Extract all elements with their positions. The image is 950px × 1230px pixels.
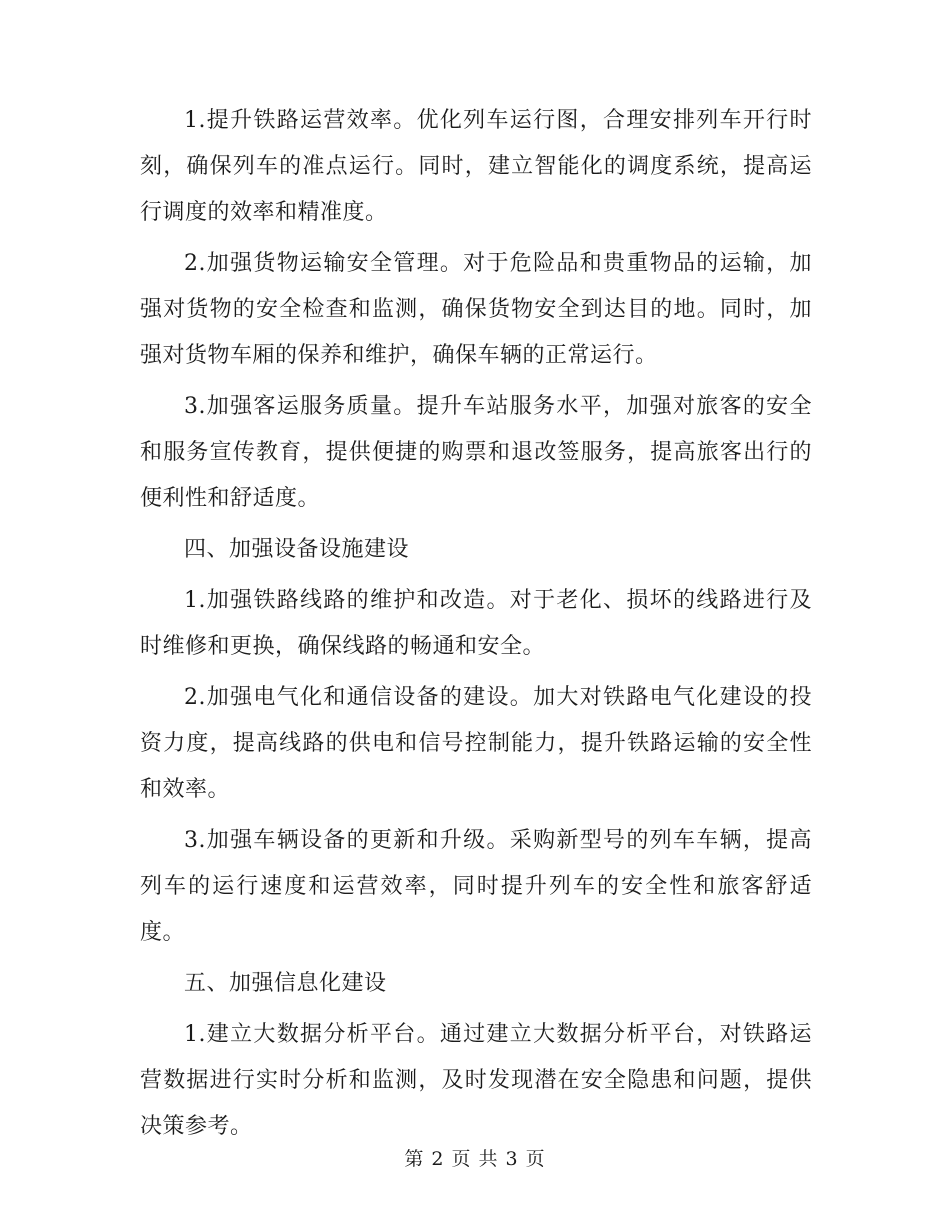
page-footer bbox=[0, 1146, 950, 1172]
paragraph-railway-efficiency: 1.提升铁路运营效率。优化列车运行图，合理安排列车开行时刻，确保列车的准点运行。同时，建立智能化的调度系统，提高运行调度的效率和精准度。 bbox=[140, 108, 812, 225]
document-body bbox=[140, 98, 812, 1155]
paragraph-line-maintenance: 1.加强铁路线路的维护和改造。对于老化、损坏的线路进行及时维修和更换，确保线路的畅通和安全。 bbox=[140, 588, 812, 659]
section-heading-equipment: 四、加强设备设施建设 bbox=[184, 537, 410, 562]
section-heading-informatization: 五、加强信息化建设 bbox=[184, 971, 387, 996]
page-number: 第 2 页 共 3 页 bbox=[404, 1148, 546, 1170]
paragraph-freight-safety: 2.加强货物运输安全管理。对于危险品和贵重物品的运输，加强对货物的安全检查和监测，确保货物安全到达目的地。同时，加强对货物车厢的保养和维护，确保车辆的正常运行。 bbox=[140, 251, 812, 368]
paragraph-big-data-platform: 1.建立大数据分析平台。通过建立大数据分析平台，对铁路运营数据进行实时分析和监测，及时发现潜在安全隐患和问题，提供决策参考。 bbox=[140, 1022, 812, 1139]
paragraph-vehicle-upgrade: 3.加强车辆设备的更新和升级。采购新型号的列车车辆，提高列车的运行速度和运营效率，同时提升列车的安全性和旅客舒适度。 bbox=[140, 828, 812, 945]
paragraph-passenger-service: 3.加强客运服务质量。提升车站服务水平，加强对旅客的安全和服务宣传教育，提供便捷的购票和退改签服务，提高旅客出行的便利性和舒适度。 bbox=[140, 394, 812, 511]
paragraph-electrification: 2.加强电气化和通信设备的建设。加大对铁路电气化建设的投资力度，提高线路的供电和信号控制能力，提升铁路运输的安全性和效率。 bbox=[140, 685, 812, 802]
